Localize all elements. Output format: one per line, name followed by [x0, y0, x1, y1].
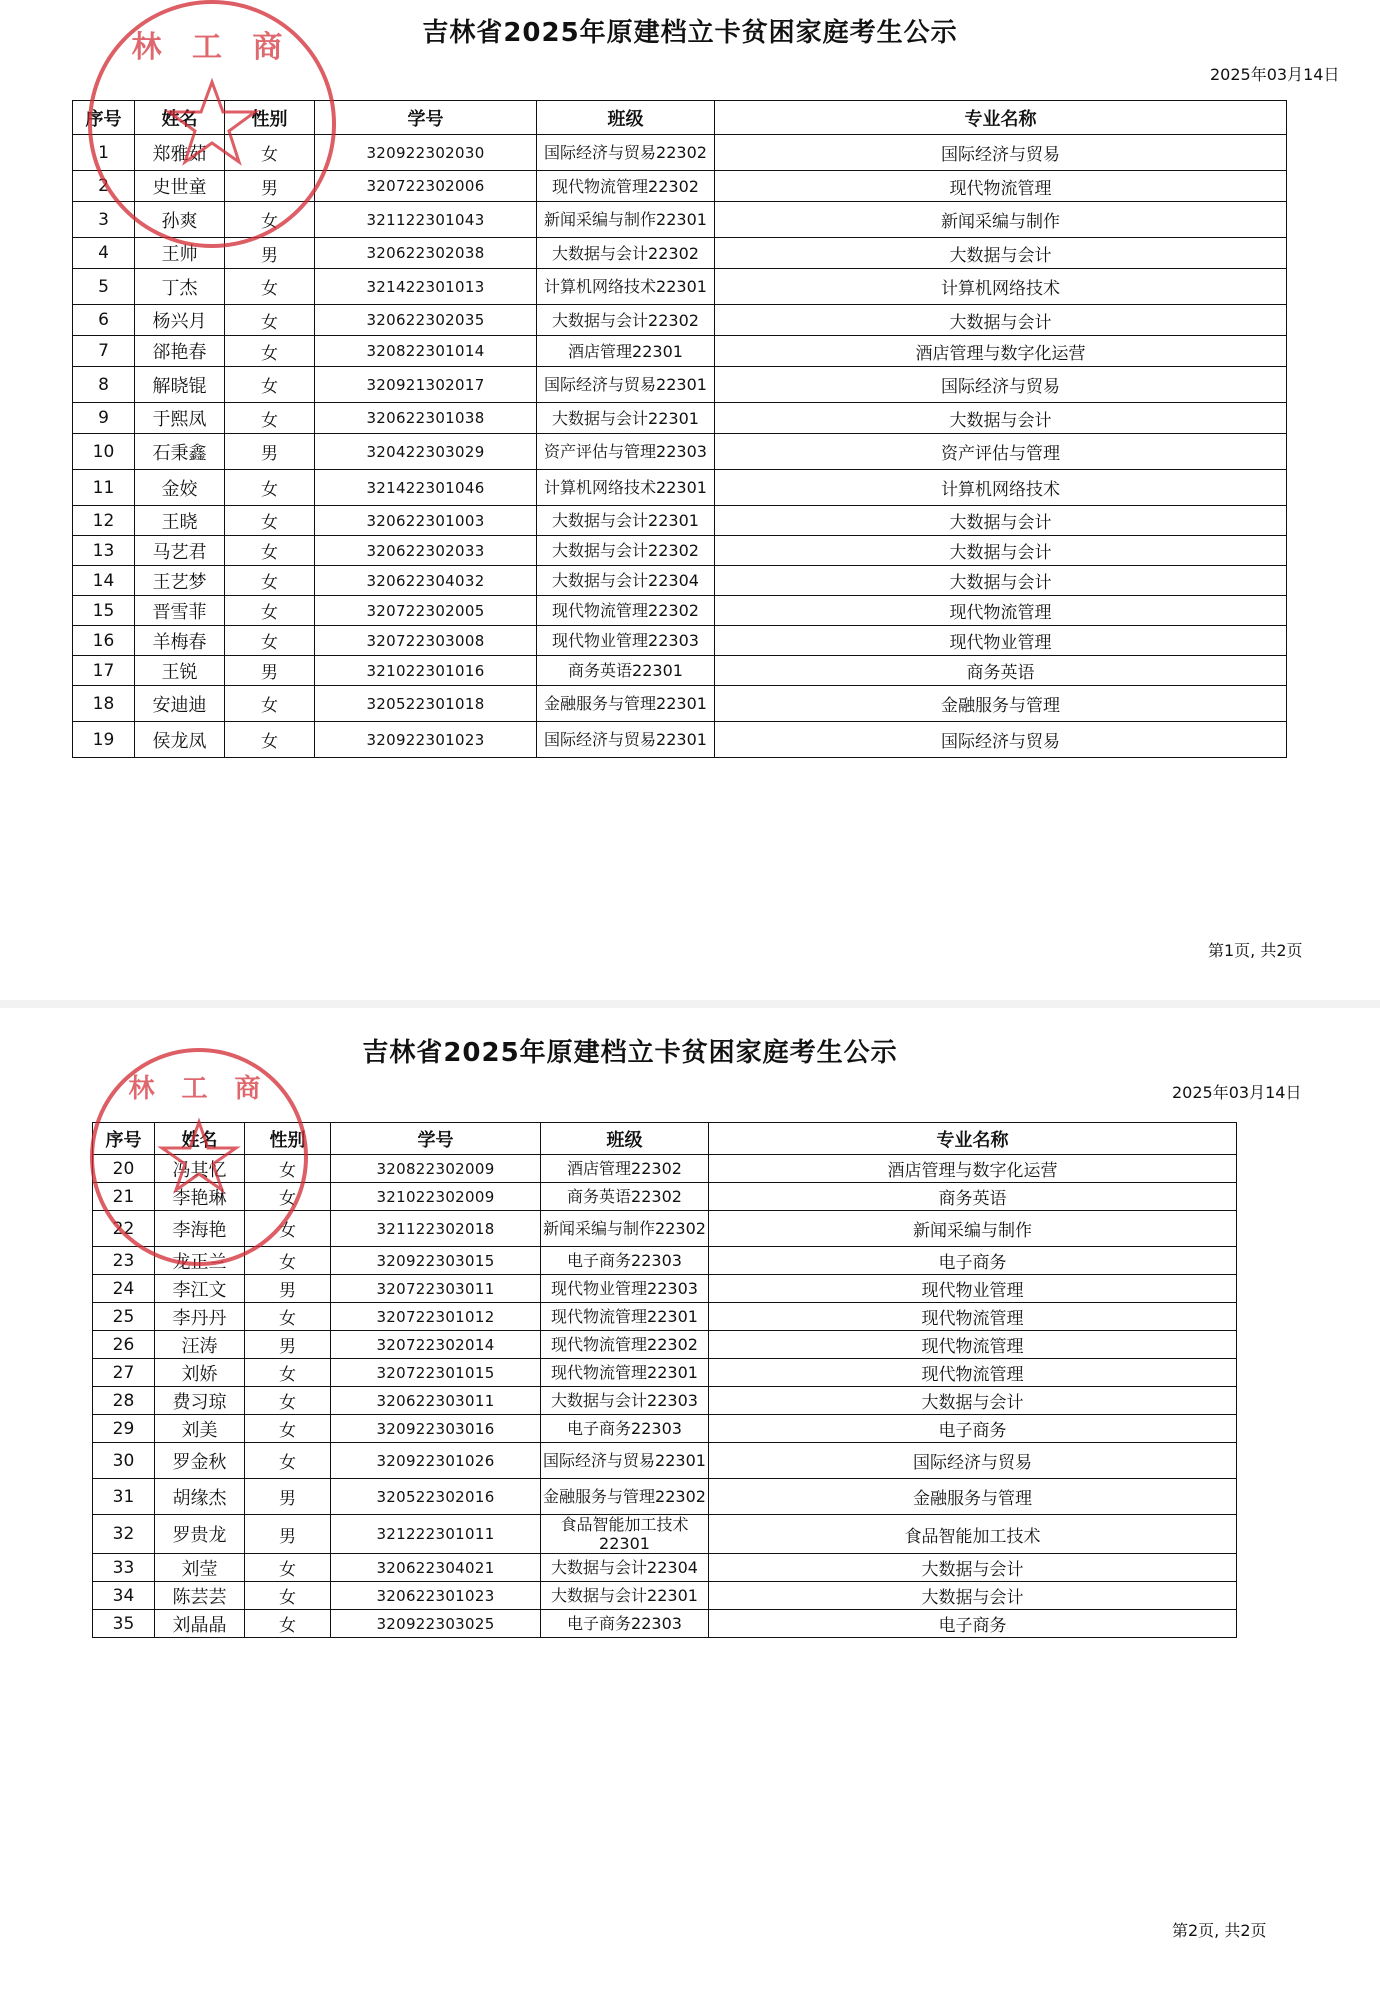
- cell-class: 计算机网络技术22301: [537, 269, 715, 305]
- cell-name: 金姣: [135, 470, 225, 506]
- cell-class: 金融服务与管理22302: [541, 1479, 709, 1515]
- cell-student-id: 320622301023: [331, 1582, 541, 1610]
- table-row: [73, 470, 1287, 506]
- table-row: [93, 1415, 1237, 1443]
- table-row: [73, 367, 1287, 403]
- cell-student-id: 320722303008: [315, 626, 537, 656]
- cell-gender: 女: [245, 1211, 331, 1247]
- cell-class: 商务英语22302: [541, 1183, 709, 1211]
- cell-student-id: 320922301023: [315, 722, 537, 758]
- cell-name: 孙爽: [135, 202, 225, 238]
- cell-seq: 30: [93, 1443, 155, 1479]
- cell-student-id: 320622302035: [315, 305, 537, 336]
- cell-class: 大数据与会计22301: [537, 506, 715, 536]
- cell-seq: 6: [73, 305, 135, 336]
- table-row: [93, 1359, 1237, 1387]
- cell-student-id: 321022302009: [331, 1183, 541, 1211]
- header-seq: 序号: [73, 101, 135, 135]
- cell-class: 国际经济与贸易22302: [537, 135, 715, 171]
- cell-name: 刘美: [155, 1415, 245, 1443]
- cell-seq: 3: [73, 202, 135, 238]
- cell-name: 郤艳春: [135, 336, 225, 367]
- table-row: [73, 596, 1287, 626]
- cell-student-id: 320622304032: [315, 566, 537, 596]
- table-row: [93, 1515, 1237, 1554]
- cell-class: 现代物流管理22301: [541, 1303, 709, 1331]
- cell-name: 罗金秋: [155, 1443, 245, 1479]
- cell-class: 大数据与会计22301: [541, 1582, 709, 1610]
- cell-major: 酒店管理与数字化运营: [715, 336, 1287, 367]
- cell-seq: 21: [93, 1183, 155, 1211]
- cell-gender: 女: [245, 1247, 331, 1275]
- cell-seq: 1: [73, 135, 135, 171]
- table-row: [73, 238, 1287, 269]
- cell-class: 新闻采编与制作22302: [541, 1211, 709, 1247]
- cell-class: 商务英语22301: [537, 656, 715, 686]
- page-title: 吉林省2025年原建档立卡贫困家庭考生公示: [362, 1038, 898, 1068]
- header-gender: 性别: [245, 1123, 331, 1155]
- cell-student-id: 320622301038: [315, 403, 537, 434]
- cell-gender: 女: [225, 722, 315, 758]
- cell-gender: 男: [225, 238, 315, 269]
- cell-name: 于熙凤: [135, 403, 225, 434]
- cell-student-id: 320622303011: [331, 1387, 541, 1415]
- cell-major: 资产评估与管理: [715, 434, 1287, 470]
- cell-name: 李江文: [155, 1275, 245, 1303]
- table-row: [93, 1610, 1237, 1638]
- cell-student-id: 321122301043: [315, 202, 537, 238]
- cell-class: 大数据与会计22304: [537, 566, 715, 596]
- cell-name: 王晓: [135, 506, 225, 536]
- cell-gender: 女: [225, 626, 315, 656]
- cell-seq: 17: [73, 656, 135, 686]
- cell-student-id: 320722303011: [331, 1275, 541, 1303]
- cell-major: 现代物流管理: [715, 171, 1287, 202]
- cell-gender: 女: [225, 135, 315, 171]
- publish-date: 2025年03月14日: [1210, 65, 1340, 84]
- cell-gender: 女: [225, 506, 315, 536]
- cell-seq: 23: [93, 1247, 155, 1275]
- header-student-id: 学号: [331, 1123, 541, 1155]
- header-gender: 性别: [225, 101, 315, 135]
- cell-class: 现代物业管理22303: [537, 626, 715, 656]
- cell-name: 罗贵龙: [155, 1515, 245, 1554]
- cell-class: 大数据与会计22304: [541, 1554, 709, 1582]
- cell-student-id: 320622302033: [315, 536, 537, 566]
- table-row: [73, 722, 1287, 758]
- cell-gender: 女: [245, 1610, 331, 1638]
- roster-table: [92, 1122, 1237, 1638]
- cell-name: 冯其忆: [155, 1155, 245, 1183]
- cell-class: 食品智能加工技术22301: [541, 1515, 709, 1554]
- table-row: [73, 434, 1287, 470]
- cell-major: 国际经济与贸易: [715, 722, 1287, 758]
- cell-class: 资产评估与管理22303: [537, 434, 715, 470]
- seal-text: 林 工 商: [131, 30, 293, 65]
- cell-major: 大数据与会计: [715, 238, 1287, 269]
- cell-major: 金融服务与管理: [709, 1479, 1237, 1515]
- cell-name: 石秉鑫: [135, 434, 225, 470]
- cell-student-id: 320622302038: [315, 238, 537, 269]
- cell-class: 现代物流管理22302: [541, 1331, 709, 1359]
- cell-seq: 5: [73, 269, 135, 305]
- cell-seq: 34: [93, 1582, 155, 1610]
- table-row: [73, 626, 1287, 656]
- cell-class: 大数据与会计22302: [537, 305, 715, 336]
- publish-date: 2025年03月14日: [1172, 1083, 1302, 1102]
- cell-gender: 女: [225, 470, 315, 506]
- cell-gender: 男: [225, 171, 315, 202]
- cell-student-id: 320922301026: [331, 1443, 541, 1479]
- cell-class: 现代物流管理22302: [537, 171, 715, 202]
- seal-text: 林 工 商: [128, 1074, 270, 1104]
- cell-name: 晋雪菲: [135, 596, 225, 626]
- header-name: 姓名: [155, 1123, 245, 1155]
- cell-gender: 女: [245, 1443, 331, 1479]
- cell-student-id: 320921302017: [315, 367, 537, 403]
- cell-major: 金融服务与管理: [715, 686, 1287, 722]
- cell-major: 计算机网络技术: [715, 470, 1287, 506]
- page-divider: [0, 1000, 1380, 1008]
- cell-seq: 2: [73, 171, 135, 202]
- cell-name: 胡缘杰: [155, 1479, 245, 1515]
- cell-major: 商务英语: [709, 1183, 1237, 1211]
- cell-student-id: 321422301013: [315, 269, 537, 305]
- cell-gender: 女: [225, 536, 315, 566]
- cell-class: 酒店管理22302: [541, 1155, 709, 1183]
- table-row: [93, 1211, 1237, 1247]
- table-row: [73, 305, 1287, 336]
- cell-gender: 男: [225, 434, 315, 470]
- cell-major: 大数据与会计: [715, 566, 1287, 596]
- cell-class: 现代物业管理22303: [541, 1275, 709, 1303]
- cell-student-id: 321422301046: [315, 470, 537, 506]
- cell-name: 丁杰: [135, 269, 225, 305]
- cell-major: 现代物流管理: [709, 1359, 1237, 1387]
- cell-name: 史世童: [135, 171, 225, 202]
- cell-name: 羊梅春: [135, 626, 225, 656]
- cell-class: 新闻采编与制作22301: [537, 202, 715, 238]
- cell-class: 酒店管理22301: [537, 336, 715, 367]
- cell-student-id: 321122302018: [331, 1211, 541, 1247]
- cell-gender: 女: [245, 1387, 331, 1415]
- header-class: 班级: [541, 1123, 709, 1155]
- cell-seq: 33: [93, 1554, 155, 1582]
- cell-seq: 10: [73, 434, 135, 470]
- cell-seq: 32: [93, 1515, 155, 1554]
- cell-seq: 19: [73, 722, 135, 758]
- cell-class: 大数据与会计22302: [537, 536, 715, 566]
- cell-name: 安迪迪: [135, 686, 225, 722]
- header-student-id: 学号: [315, 101, 537, 135]
- cell-student-id: 321222301011: [331, 1515, 541, 1554]
- cell-major: 酒店管理与数字化运营: [709, 1155, 1237, 1183]
- cell-student-id: 320722302006: [315, 171, 537, 202]
- cell-major: 大数据与会计: [715, 536, 1287, 566]
- cell-major: 电子商务: [709, 1415, 1237, 1443]
- cell-gender: 男: [225, 656, 315, 686]
- table-row: [93, 1183, 1237, 1211]
- cell-name: 汪涛: [155, 1331, 245, 1359]
- cell-seq: 9: [73, 403, 135, 434]
- table-row: [73, 656, 1287, 686]
- cell-gender: 女: [225, 367, 315, 403]
- cell-gender: 男: [245, 1479, 331, 1515]
- cell-class: 电子商务22303: [541, 1415, 709, 1443]
- cell-gender: 女: [225, 566, 315, 596]
- header-class: 班级: [537, 101, 715, 135]
- cell-major: 大数据与会计: [709, 1387, 1237, 1415]
- cell-student-id: 320822302009: [331, 1155, 541, 1183]
- cell-student-id: 320422303029: [315, 434, 537, 470]
- cell-gender: 男: [245, 1331, 331, 1359]
- cell-seq: 26: [93, 1331, 155, 1359]
- cell-seq: 14: [73, 566, 135, 596]
- cell-class: 大数据与会计22303: [541, 1387, 709, 1415]
- table-row: [73, 171, 1287, 202]
- cell-major: 现代物流管理: [715, 596, 1287, 626]
- cell-name: 刘晶晶: [155, 1610, 245, 1638]
- cell-major: 大数据与会计: [715, 403, 1287, 434]
- cell-class: 电子商务22303: [541, 1247, 709, 1275]
- cell-student-id: 320722302014: [331, 1331, 541, 1359]
- cell-seq: 13: [73, 536, 135, 566]
- cell-major: 商务英语: [715, 656, 1287, 686]
- cell-seq: 31: [93, 1479, 155, 1515]
- cell-class: 大数据与会计22302: [537, 238, 715, 269]
- cell-class: 现代物流管理22301: [541, 1359, 709, 1387]
- page-title: 吉林省2025年原建档立卡贫困家庭考生公示: [422, 18, 958, 48]
- cell-major: 计算机网络技术: [715, 269, 1287, 305]
- cell-name: 侯龙凤: [135, 722, 225, 758]
- cell-name: 郑雅茹: [135, 135, 225, 171]
- cell-major: 国际经济与贸易: [715, 135, 1287, 171]
- header-major: 专业名称: [709, 1123, 1237, 1155]
- table-row: [93, 1155, 1237, 1183]
- cell-class: 现代物流管理22302: [537, 596, 715, 626]
- page-2: [0, 1008, 1380, 2008]
- cell-major: 食品智能加工技术: [709, 1515, 1237, 1554]
- page-1: [0, 0, 1380, 1000]
- table-row: [73, 269, 1287, 305]
- table-row: [73, 536, 1287, 566]
- cell-major: 大数据与会计: [715, 305, 1287, 336]
- table-row: [93, 1275, 1237, 1303]
- table-row: [73, 686, 1287, 722]
- cell-seq: 20: [93, 1155, 155, 1183]
- cell-student-id: 320622304021: [331, 1554, 541, 1582]
- table-row: [93, 1331, 1237, 1359]
- cell-student-id: 320522301018: [315, 686, 537, 722]
- cell-gender: 女: [245, 1155, 331, 1183]
- cell-major: 现代物流管理: [709, 1331, 1237, 1359]
- cell-name: 费习琼: [155, 1387, 245, 1415]
- cell-student-id: 320922302030: [315, 135, 537, 171]
- cell-name: 王艺梦: [135, 566, 225, 596]
- cell-gender: 女: [245, 1582, 331, 1610]
- cell-seq: 16: [73, 626, 135, 656]
- cell-seq: 8: [73, 367, 135, 403]
- cell-student-id: 320922303025: [331, 1610, 541, 1638]
- cell-gender: 女: [225, 403, 315, 434]
- cell-gender: 女: [245, 1554, 331, 1582]
- cell-seq: 4: [73, 238, 135, 269]
- cell-seq: 28: [93, 1387, 155, 1415]
- cell-major: 现代物流管理: [709, 1303, 1237, 1331]
- cell-student-id: 320922303015: [331, 1247, 541, 1275]
- cell-major: 电子商务: [709, 1610, 1237, 1638]
- cell-name: 李艳琳: [155, 1183, 245, 1211]
- cell-major: 大数据与会计: [709, 1554, 1237, 1582]
- cell-class: 大数据与会计22301: [537, 403, 715, 434]
- cell-name: 杨兴月: [135, 305, 225, 336]
- table-row: [93, 1479, 1237, 1515]
- cell-name: 李海艳: [155, 1211, 245, 1247]
- cell-name: 李丹丹: [155, 1303, 245, 1331]
- cell-student-id: 320622301003: [315, 506, 537, 536]
- cell-class: 计算机网络技术22301: [537, 470, 715, 506]
- table-row: [73, 566, 1287, 596]
- cell-name: 马艺君: [135, 536, 225, 566]
- cell-student-id: 320722302005: [315, 596, 537, 626]
- cell-student-id: 320822301014: [315, 336, 537, 367]
- cell-student-id: 320722301015: [331, 1359, 541, 1387]
- cell-major: 国际经济与贸易: [709, 1443, 1237, 1479]
- cell-class: 金融服务与管理22301: [537, 686, 715, 722]
- header-seq: 序号: [93, 1123, 155, 1155]
- table-row: [93, 1554, 1237, 1582]
- header-name: 姓名: [135, 101, 225, 135]
- roster-table: [72, 100, 1287, 758]
- cell-major: 大数据与会计: [709, 1582, 1237, 1610]
- cell-name: 刘娇: [155, 1359, 245, 1387]
- cell-class: 电子商务22303: [541, 1610, 709, 1638]
- cell-seq: 15: [73, 596, 135, 626]
- cell-seq: 27: [93, 1359, 155, 1387]
- cell-gender: 女: [225, 202, 315, 238]
- table-header-row: [93, 1123, 1237, 1155]
- cell-seq: 24: [93, 1275, 155, 1303]
- table-row: [93, 1387, 1237, 1415]
- cell-student-id: 320722301012: [331, 1303, 541, 1331]
- cell-seq: 11: [73, 470, 135, 506]
- cell-name: 龙正兰: [155, 1247, 245, 1275]
- table-header-row: [73, 101, 1287, 135]
- table-row: [93, 1443, 1237, 1479]
- page-number: 第1页, 共2页: [1208, 941, 1303, 960]
- cell-seq: 29: [93, 1415, 155, 1443]
- cell-name: 解晓锟: [135, 367, 225, 403]
- page-number: 第2页, 共2页: [1172, 1921, 1267, 1940]
- cell-seq: 12: [73, 506, 135, 536]
- cell-major: 现代物业管理: [715, 626, 1287, 656]
- cell-gender: 男: [245, 1275, 331, 1303]
- cell-gender: 女: [225, 336, 315, 367]
- cell-gender: 女: [225, 269, 315, 305]
- cell-gender: 女: [225, 305, 315, 336]
- cell-name: 王帅: [135, 238, 225, 269]
- table-row: [93, 1582, 1237, 1610]
- table-row: [73, 506, 1287, 536]
- cell-seq: 25: [93, 1303, 155, 1331]
- cell-seq: 18: [73, 686, 135, 722]
- header-major: 专业名称: [715, 101, 1287, 135]
- cell-gender: 女: [225, 596, 315, 626]
- cell-major: 国际经济与贸易: [715, 367, 1287, 403]
- cell-major: 新闻采编与制作: [715, 202, 1287, 238]
- cell-gender: 女: [245, 1303, 331, 1331]
- cell-seq: 7: [73, 336, 135, 367]
- table-row: [73, 135, 1287, 171]
- cell-class: 国际经济与贸易22301: [541, 1443, 709, 1479]
- table-row: [73, 403, 1287, 434]
- cell-class: 国际经济与贸易22301: [537, 367, 715, 403]
- cell-major: 大数据与会计: [715, 506, 1287, 536]
- cell-seq: 22: [93, 1211, 155, 1247]
- cell-name: 刘莹: [155, 1554, 245, 1582]
- table-row: [93, 1303, 1237, 1331]
- table-row: [93, 1247, 1237, 1275]
- cell-gender: 女: [245, 1183, 331, 1211]
- cell-seq: 35: [93, 1610, 155, 1638]
- table-row: [73, 202, 1287, 238]
- cell-name: 陈芸芸: [155, 1582, 245, 1610]
- cell-gender: 女: [245, 1415, 331, 1443]
- cell-student-id: 321022301016: [315, 656, 537, 686]
- cell-student-id: 320922303016: [331, 1415, 541, 1443]
- cell-major: 现代物业管理: [709, 1275, 1237, 1303]
- cell-name: 王锐: [135, 656, 225, 686]
- cell-gender: 女: [225, 686, 315, 722]
- cell-major: 电子商务: [709, 1247, 1237, 1275]
- cell-class: 国际经济与贸易22301: [537, 722, 715, 758]
- cell-gender: 男: [245, 1515, 331, 1554]
- table-row: [73, 336, 1287, 367]
- cell-major: 新闻采编与制作: [709, 1211, 1237, 1247]
- cell-gender: 女: [245, 1359, 331, 1387]
- cell-student-id: 320522302016: [331, 1479, 541, 1515]
